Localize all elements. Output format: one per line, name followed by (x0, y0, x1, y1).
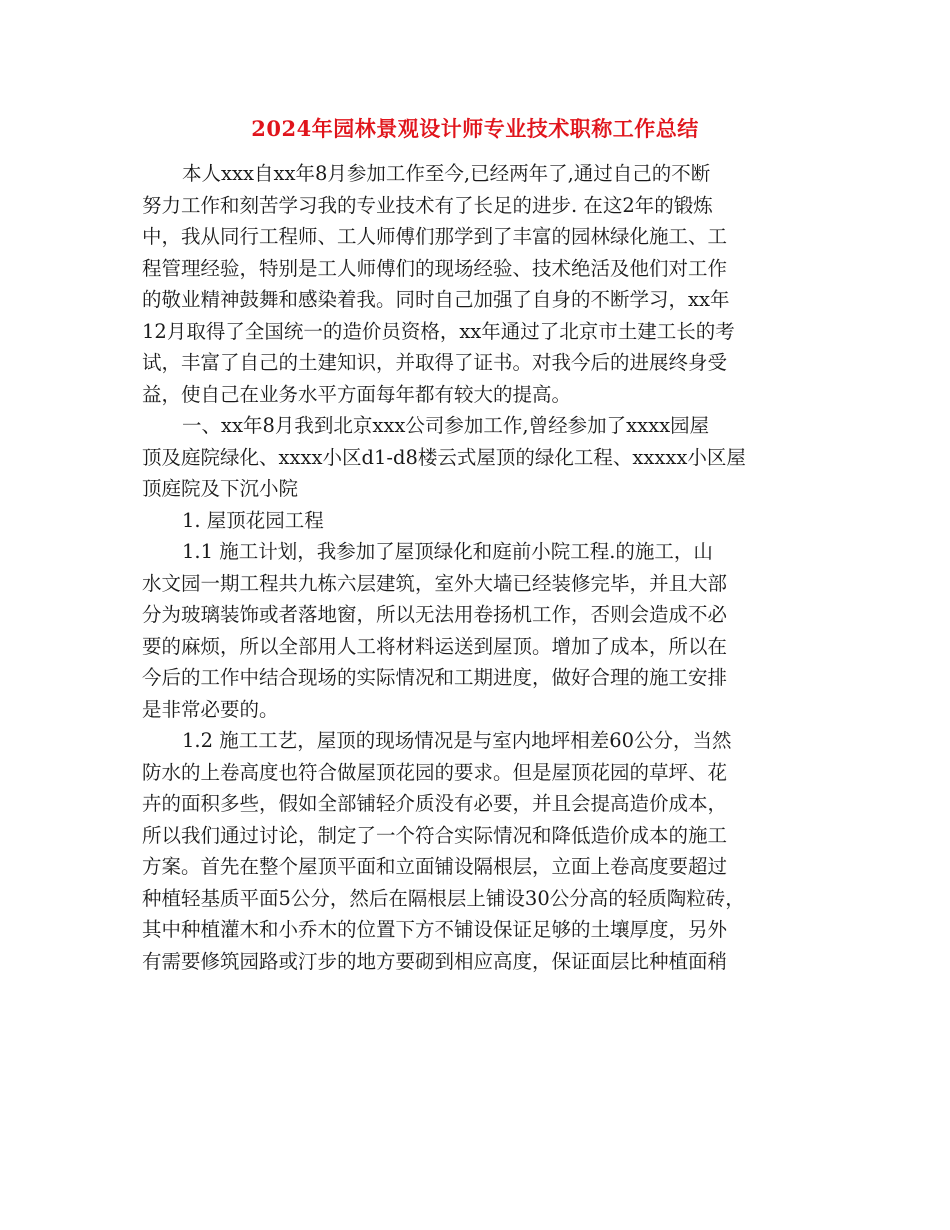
text-line: 1.1 施工计划，我参加了屋顶绿化和庭前小院工程.的施工，山 (182, 540, 713, 563)
text-line: 顶及庭院绿化、xxxx小区d1-d8楼云式屋顶的绿化工程、xxxxx小区屋 (142, 445, 746, 469)
text-line: 1.2 施工工艺，屋顶的现场情况是与室内地坪相差60公分，当然 (182, 729, 732, 752)
text-line: 其中种植灌木和小乔木的位置下方不铺设保证足够的土壤厚度，另外 (142, 918, 728, 941)
text-line: 益，使自己在业务水平方面每年都有较大的提高。 (142, 382, 572, 406)
text-line: 中，我从同行工程师、工人师傅们那学到了丰富的园林绿化施工、工 (142, 225, 728, 248)
text-line: 卉的面积多些，假如全部铺轻介质没有必要，并且会提高造价成本， (142, 792, 728, 815)
text-line: 程管理经验，特别是工人师傅们的现场经验、技术绝活及他们对工作 (142, 256, 728, 280)
text-line: 要的麻烦，所以全部用人工将材料运送到屋顶。增加了成本，所以在 (142, 634, 728, 658)
text-line: 今后的工作中结合现场的实际情况和工期进度，做好合理的施工安排 (142, 666, 728, 689)
text-line: 是非常必要的。 (142, 697, 279, 721)
text-line: 的敬业精神鼓舞和感染着我。同时自己加强了自身的不断学习，xx年 (142, 288, 730, 311)
text-line: 方案。首先在整个屋顶平面和立面铺设隔根层，立面上卷高度要超过 (142, 855, 728, 878)
text-line: 本人xxx自xx年8月参加工作至今,已经两年了,通过自己的不断 (182, 162, 711, 185)
text-line: 顶庭院及下沉小院 (142, 477, 299, 500)
text-line: 12月取得了全国统一的造价员资格，xx年通过了北京市土建工长的考 (142, 319, 735, 343)
text-line: 水文园一期工程共九栋六层建筑，室外大墙已经装修完毕，并且大部 (142, 571, 728, 595)
text-line: 分为玻璃装饰或者落地窗，所以无法用卷扬机工作，否则会造成不必 (142, 603, 728, 626)
section-heading: 1. 屋顶花园工程 (182, 508, 324, 532)
text-line: 有需要修筑园路或汀步的地方要砌到相应高度，保证面层比种植面稍 (142, 949, 728, 973)
text-line: 一、xx年8月我到北京xxx公司参加工作,曾经参加了xxxx园屋 (182, 414, 710, 437)
text-line: 努力工作和刻苦学习我的专业技术有了长足的进步. 在这2年的锻炼 (142, 193, 713, 217)
document-title: 2024年园林景观设计师专业技术职称工作总结 (251, 116, 699, 141)
text-line: 所以我们通过讨论，制定了一个符合实际情况和降低造价成本的施工 (142, 823, 728, 847)
text-line: 试，丰富了自己的土建知识，并取得了证书。对我今后的进展终身受 (142, 351, 728, 374)
text-line: 种植轻基质平面5公分，然后在隔根层上铺设30公分高的轻质陶粒砖， (142, 886, 745, 910)
document-body (142, 158, 808, 977)
text-line: 防水的上卷高度也符合做屋顶花园的要求。但是屋顶花园的草坪、花 (142, 760, 728, 784)
